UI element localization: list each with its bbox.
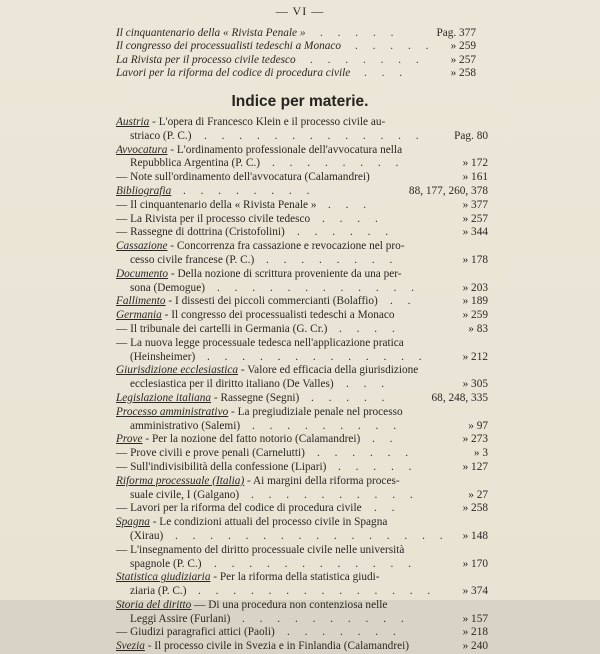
index-entry-description: ziaria (P. C.)	[130, 585, 187, 598]
toc-entry-page: » 259	[450, 40, 476, 53]
index-entry-text	[116, 516, 387, 530]
index-entry-text	[116, 268, 402, 282]
index-row	[116, 558, 488, 572]
index-entry-description: — La nuova legge processuale tedesca nell'applicazione pratica	[116, 336, 404, 349]
index-entry-text	[116, 337, 404, 351]
index-entry-text	[116, 309, 395, 323]
index-entry-description: — Il cinquantenario della « Rivista Penale »	[116, 198, 317, 211]
index-row	[116, 282, 488, 296]
index-category: Processo amministrativo	[116, 405, 229, 418]
index-entry-text	[130, 585, 186, 599]
dot-leader: . . . . . . . . . . . . . .	[198, 585, 437, 598]
toc-entry-title: Lavori per la riforma del codice di procedura civile	[116, 66, 351, 79]
index-entry-text	[130, 254, 254, 268]
index-entry-page: » 178	[462, 253, 488, 266]
index-category: Giurisdizione ecclesiastica	[116, 364, 239, 377]
dot-leader: . . .	[328, 198, 373, 211]
dot-leader: . . . . . . . .	[183, 184, 316, 197]
toc-entry-page: » 257	[450, 53, 476, 66]
index-entry-text	[116, 571, 380, 585]
index-entry-description: Leggi Assire (Furlani)	[130, 612, 231, 625]
toc-entry	[116, 54, 476, 67]
index-row	[116, 226, 488, 240]
index-entry-page: » 259	[462, 309, 488, 322]
index-row	[116, 530, 488, 544]
index-entry-page: » 83	[468, 322, 488, 335]
index-entry-description: - I dissesti dei piccoli commercianti (Bolaffio)	[165, 295, 378, 308]
index-entry-page: » 148	[462, 529, 488, 542]
index-row	[116, 199, 488, 213]
index-category: Austria	[116, 116, 150, 128]
index-entry-text	[130, 530, 163, 544]
index-entry-text	[116, 433, 360, 447]
index-entry-description: — La Rivista per il processo civile tedesco	[116, 212, 311, 225]
index-entry-description: - Valore ed efficacia della giurisdizione	[238, 364, 419, 377]
index-entry-text	[116, 295, 378, 309]
index-entry-page: » 157	[462, 612, 488, 625]
index-entry-page: » 218	[462, 626, 488, 639]
index-entry-page: » 377	[462, 198, 488, 211]
index-category: Svezia	[116, 640, 145, 653]
index-category: Documento	[116, 267, 169, 280]
index-entry-page: » 344	[462, 226, 488, 239]
toc-entry	[116, 27, 476, 40]
index-row	[116, 502, 488, 516]
index-entry-description: (Heinsheimer)	[130, 350, 196, 363]
index-category: Cassazione	[116, 240, 168, 253]
index-entry-text	[116, 599, 387, 613]
index-entry-text	[116, 626, 275, 640]
index-entry-text	[130, 558, 202, 572]
index-entry-description: — L'insegnamento del diritto processuale civile nelle università	[116, 543, 405, 556]
toc-entry	[116, 40, 476, 53]
page-number-header: — VI —	[275, 4, 325, 18]
dot-leader: . . . . . . . . . . . . .	[207, 350, 428, 363]
dot-leader: . . . . . . . . .	[252, 419, 403, 432]
index-entry-page: » 161	[462, 171, 488, 184]
index-row	[116, 433, 488, 447]
toc-entry-title: La Rivista per il processo civile tedesco	[116, 53, 296, 66]
dot-leader: . . .	[364, 66, 409, 79]
index-row	[116, 489, 488, 503]
index-entry-page: » 27	[468, 488, 488, 501]
index-entry-description: amministrativo (Salemi)	[130, 419, 241, 432]
index-row	[116, 323, 488, 337]
index-entry-description: — Giudizi paragrafici attici (Paoli)	[116, 626, 275, 639]
index-row	[116, 640, 488, 654]
index-entry-text	[116, 226, 285, 240]
index-entry-description: spagnole (P. C.)	[130, 557, 202, 570]
index-entry-text	[116, 461, 326, 475]
index-entry-description: - Per la riforma della statistica giudi-	[210, 571, 380, 584]
index-entry-text	[116, 406, 403, 420]
index-row	[116, 254, 488, 268]
index-row	[116, 626, 488, 640]
index-entry-description: — Lavori per la riforma del codice di procedura civile	[116, 502, 362, 515]
index-entry-description: ecclesiastica per il diritto italiano (De Valles)	[130, 378, 334, 391]
index-row	[116, 351, 488, 365]
index-category: Storia del diritto	[116, 598, 192, 611]
index-entry-page: » 97	[468, 419, 488, 432]
index-row	[116, 240, 488, 254]
index-entry-text	[116, 199, 316, 213]
index-entry-description: - Le condizioni attuali del processo civile in Spagna	[149, 516, 388, 529]
index-row	[116, 116, 488, 130]
index-entry-text	[116, 475, 400, 489]
dot-leader: . . . . . . . .	[272, 157, 405, 170]
index-entry-description: — Rassegne di dottrina (Cristofolini)	[116, 226, 285, 239]
toc-entry-page: Pag. 377	[436, 27, 476, 39]
dot-leader: . . . . . .	[317, 447, 415, 460]
index-entry-text	[130, 130, 192, 144]
index-row	[116, 544, 488, 558]
index-entry-description: - L'opera di Francesco Klein e il processo civile au-	[149, 116, 386, 128]
dot-leader: . .	[390, 295, 417, 308]
index-entry-page: » 258	[462, 502, 488, 515]
index-category: Riforma processuale (Italia)	[116, 474, 245, 487]
index-entry-text	[116, 144, 402, 158]
index-row	[116, 406, 488, 420]
index-row	[116, 337, 488, 351]
index-row	[116, 130, 488, 144]
index-entry-text	[116, 502, 362, 516]
index-entry-page: » 172	[462, 157, 488, 170]
index-entry-page: » 257	[462, 212, 488, 225]
dot-leader: . . . . .	[320, 27, 400, 39]
index-entry-text	[116, 171, 370, 185]
toc-entry	[116, 67, 476, 80]
index-row	[116, 599, 488, 613]
dot-leader: . . . . . . . . . .	[251, 488, 419, 501]
dot-leader: . . . . . . .	[287, 626, 402, 639]
index-entry-text	[130, 282, 205, 296]
dot-leader: . .	[372, 433, 399, 446]
index-entry-description: (Xirau)	[130, 529, 164, 542]
index-entry-description: — Di una procedura non contenziosa nelle	[191, 598, 388, 611]
dot-leader: . . . . . . . . . . . . . . . .	[175, 529, 449, 542]
index-entry-text	[130, 157, 260, 171]
index-entry-text	[116, 116, 385, 130]
index-entry-text	[130, 613, 230, 627]
dot-leader: . .	[374, 502, 401, 515]
index-row	[116, 295, 488, 309]
index-entry-page: 88, 177, 260, 378	[408, 184, 488, 197]
subject-index	[116, 116, 488, 654]
index-entry-description: — Il tribunale dei cartelli in Germania (G. Cr.)	[116, 322, 328, 335]
index-row	[116, 171, 488, 185]
index-entry-page: » 127	[462, 460, 488, 473]
dot-leader: . . . . .	[338, 460, 418, 473]
dot-leader: . . . . . . . . . . . . .	[204, 129, 425, 142]
dot-leader: . . . . . . . . . . . .	[217, 281, 420, 294]
index-row	[116, 475, 488, 489]
index-entry-description: suale civile, I (Galgano)	[130, 488, 240, 501]
index-entry-description: cesso civile francese (P. C.)	[130, 253, 255, 266]
index-row	[116, 613, 488, 627]
index-entry-text	[116, 640, 409, 654]
index-category: Legislazione italiana	[116, 391, 212, 404]
index-row	[116, 585, 488, 599]
index-entry-text	[116, 185, 171, 199]
index-title: Indice per materie.	[231, 93, 369, 110]
index-entry-description: sona (Demogue)	[130, 281, 205, 294]
index-row	[116, 144, 488, 158]
index-row	[116, 364, 488, 378]
index-entry-page: » 240	[462, 640, 488, 653]
index-row	[116, 516, 488, 530]
index-entry-description: - Il processo civile in Svezia e in Finlandia (Calamandrei)	[144, 640, 410, 653]
index-entry-text	[130, 489, 239, 503]
index-entry-description: - Il congresso dei processualisti tedeschi a Monaco	[161, 309, 395, 322]
toc-entry-title: Il cinquantenario della « Rivista Penale »	[116, 27, 306, 39]
index-entry-description: Repubblica Argentina (P. C.)	[130, 157, 261, 170]
dot-leader: . . . . .	[311, 391, 391, 404]
index-category: Germania	[116, 309, 162, 322]
toc-entry-page: » 258	[450, 66, 476, 79]
dot-leader: . . . . . . . . . . . .	[214, 557, 417, 570]
index-entry-text	[116, 213, 310, 227]
index-entry-text	[116, 364, 418, 378]
index-row	[116, 571, 488, 585]
index-category: Bibliografia	[116, 184, 172, 197]
index-entry-description: — Sull'indivisibilità della confessione (Lipari)	[116, 460, 327, 473]
dot-leader: . . . . . .	[297, 226, 395, 239]
index-entry-page: » 212	[462, 350, 488, 363]
index-row	[116, 378, 488, 392]
index-row	[116, 461, 488, 475]
index-entry-description: - Per la nozione del fatto notorio (Calamandrei)	[142, 433, 361, 446]
index-entry-description: - L'ordinamento professionale dell'avvocatura nella	[167, 143, 403, 156]
index-category: Statistica giudiziaria	[116, 571, 211, 584]
index-entry-page: » 374	[462, 585, 488, 598]
index-entry-description: - Ai margini della riforma proces-	[244, 474, 400, 487]
index-entry-page: » 273	[462, 433, 488, 446]
index-entry-text	[116, 447, 305, 461]
index-entry-page: 68, 248, 335	[431, 391, 488, 404]
index-entry-description: - Rassegne (Segni)	[211, 391, 300, 404]
index-row	[116, 309, 488, 323]
dot-leader: . . . . . . . .	[266, 253, 399, 266]
index-entry-page: » 305	[462, 378, 488, 391]
index-row	[116, 185, 488, 199]
index-entry-text	[116, 240, 405, 254]
index-entry-description: — Prove civili e prove penali (Carnelutti)	[116, 447, 305, 460]
index-entry-page: » 170	[462, 557, 488, 570]
index-entry-description: — Note sull'ordinamento dell'avvocatura (Calamandrei)	[116, 171, 370, 184]
index-row	[116, 157, 488, 171]
index-entry-description: - Della nozione di scrittura proveniente da una per-	[168, 267, 402, 280]
index-row	[116, 447, 488, 461]
index-entry-text	[130, 420, 240, 434]
index-entry-text	[116, 392, 299, 406]
dot-leader: . . . . .	[355, 40, 435, 53]
index-category: Avvocatura	[116, 143, 168, 156]
index-entry-description: - Concorrenza fra cassazione e revocazione nel pro-	[167, 240, 405, 253]
index-category: Spagna	[116, 516, 150, 529]
dot-leader: . . . .	[339, 322, 401, 335]
dot-leader: . . . .	[322, 212, 384, 225]
index-row	[116, 392, 488, 406]
toc-entry-title: Il congresso dei processualisti tedeschi a Monaco	[116, 40, 342, 53]
index-row	[116, 420, 488, 434]
index-entry-page: Pag. 80	[454, 129, 488, 142]
dot-leader: . . .	[346, 378, 391, 391]
index-entry-text	[130, 378, 334, 392]
index-category: Fallimento	[116, 295, 166, 308]
index-entry-description: - La pregiudiziale penale nel processo	[228, 405, 403, 418]
dot-leader: . . . . . . .	[310, 53, 425, 66]
index-entry-text	[130, 351, 195, 365]
table-of-contents	[116, 27, 476, 80]
index-entry-page: » 203	[462, 281, 488, 294]
index-entry-text	[116, 323, 327, 337]
index-category: Prove	[116, 433, 143, 446]
index-entry-description: striaco (P. C.)	[130, 129, 192, 142]
index-entry-page: » 3	[473, 447, 488, 460]
index-row	[116, 268, 488, 282]
index-row	[116, 213, 488, 227]
index-entry-text	[116, 544, 404, 558]
dot-leader: . . . . . . . . . .	[242, 612, 410, 625]
index-entry-page: » 189	[462, 295, 488, 308]
